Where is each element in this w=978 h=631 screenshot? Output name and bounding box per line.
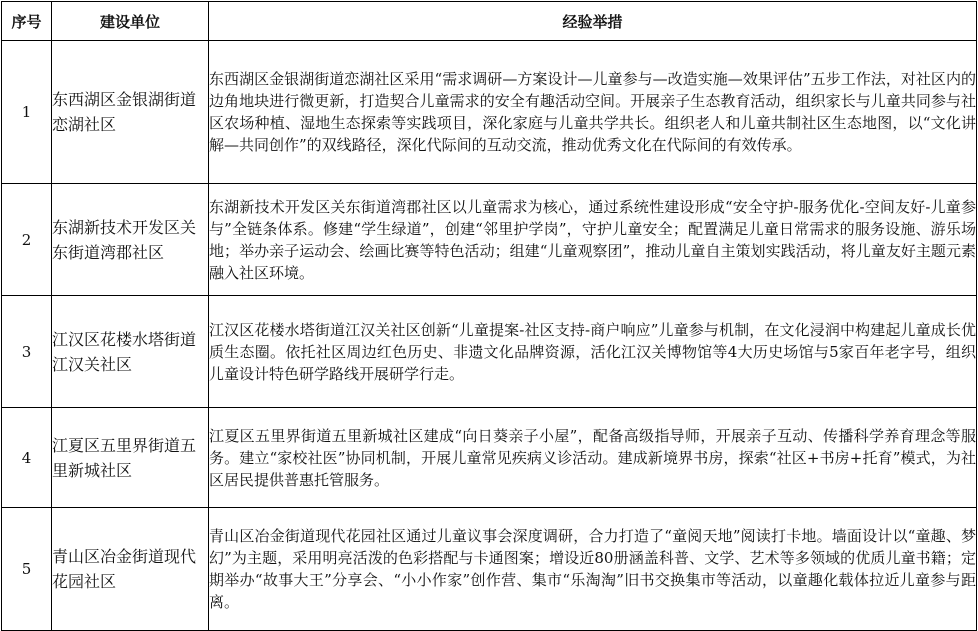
header-experience-measures: 经验举措 xyxy=(209,2,977,41)
table-row xyxy=(2,408,977,508)
construction-unit: 东西湖区金银湖街道恋湖社区 xyxy=(52,41,209,184)
construction-unit: 东湖新技术开发区关东街道湾郡社区 xyxy=(52,184,209,296)
table-row xyxy=(2,296,977,408)
experience-measures: 江汉区花楼水塔街道江汉关社区创新“儿童提案-社区支持-商户响应”儿童参与机制，在文化浸润中构建起儿童成长优质生态圈。依托社区周边红色历史、非遗文化品牌资源，活化江汉关博物馆等4大历史场馆与5家百年老字号，组织儿童设计特色研学路线开展研学行走。 xyxy=(209,296,977,408)
construction-unit: 青山区冶金街道现代花园社区 xyxy=(52,508,209,631)
construction-unit: 江夏区五里界街道五里新城社区 xyxy=(52,408,209,508)
table-row xyxy=(2,41,977,184)
experience-measures: 青山区冶金街道现代花园社区通过儿童议事会深度调研，合力打造了“童阅天地”阅读打卡地。墙面设计以“童趣、梦幻”为主题，采用明亮活泼的色彩搭配与卡通图案；增设近80册涵盖科普、文学、艺术等多领域的优质儿童书籍；定期举办“故事大王”分享会、“小小作家”创作营、集市“乐淘淘”旧书交换集市等活动，以童趣化载体拉近儿童参与距离。 xyxy=(209,508,977,631)
header-row xyxy=(2,2,977,41)
row-number: 4 xyxy=(2,408,52,508)
practices-table xyxy=(1,1,977,631)
table-row xyxy=(2,508,977,631)
table-row xyxy=(2,184,977,296)
row-number: 2 xyxy=(2,184,52,296)
header-construction-unit: 建设单位 xyxy=(52,2,209,41)
row-number: 3 xyxy=(2,296,52,408)
experience-measures: 江夏区五里界街道五里新城社区建成“向日葵亲子小屋”，配备高级指导师，开展亲子互动、传播科学养育理念等服务。建立“家校社医”协同机制，开展儿童常见疾病义诊活动。建成新境界书房，探索“社区+书房+托育”模式，为社区居民提供普惠托管服务。 xyxy=(209,408,977,508)
experience-measures: 东湖新技术开发区关东街道湾郡社区以儿童需求为核心，通过系统性建设形成“安全守护-服务优化-空间友好-儿童参与”全链条体系。修建“学生绿道”，创建“邻里护学岗”，守护儿童安全；配置满足儿童日常需求的服务设施、游乐场地；举办亲子运动会、绘画比赛等特色活动；组建“儿童观察团”，推动儿童自主策划实践活动，将儿童友好主题元素融入社区环境。 xyxy=(209,184,977,296)
row-number: 5 xyxy=(2,508,52,631)
construction-unit: 江汉区花楼水塔街道江汉关社区 xyxy=(52,296,209,408)
header-serial-number: 序号 xyxy=(2,2,52,41)
row-number: 1 xyxy=(2,41,52,184)
experience-measures: 东西湖区金银湖街道恋湖社区采用“需求调研—方案设计—儿童参与—改造实施—效果评估”五步工作法，对社区内的边角地块进行微更新，打造契合儿童需求的安全有趣活动空间。开展亲子生态教育活动，组织家长与儿童共同参与社区农场种植、湿地生态探索等实践项目，深化家庭与儿童共学共长。组织老人和儿童共制社区生态地图，以“文化讲解—共同创作”的双线路径，深化代际间的互动交流，推动优秀文化在代际间的有效传承。 xyxy=(209,41,977,184)
